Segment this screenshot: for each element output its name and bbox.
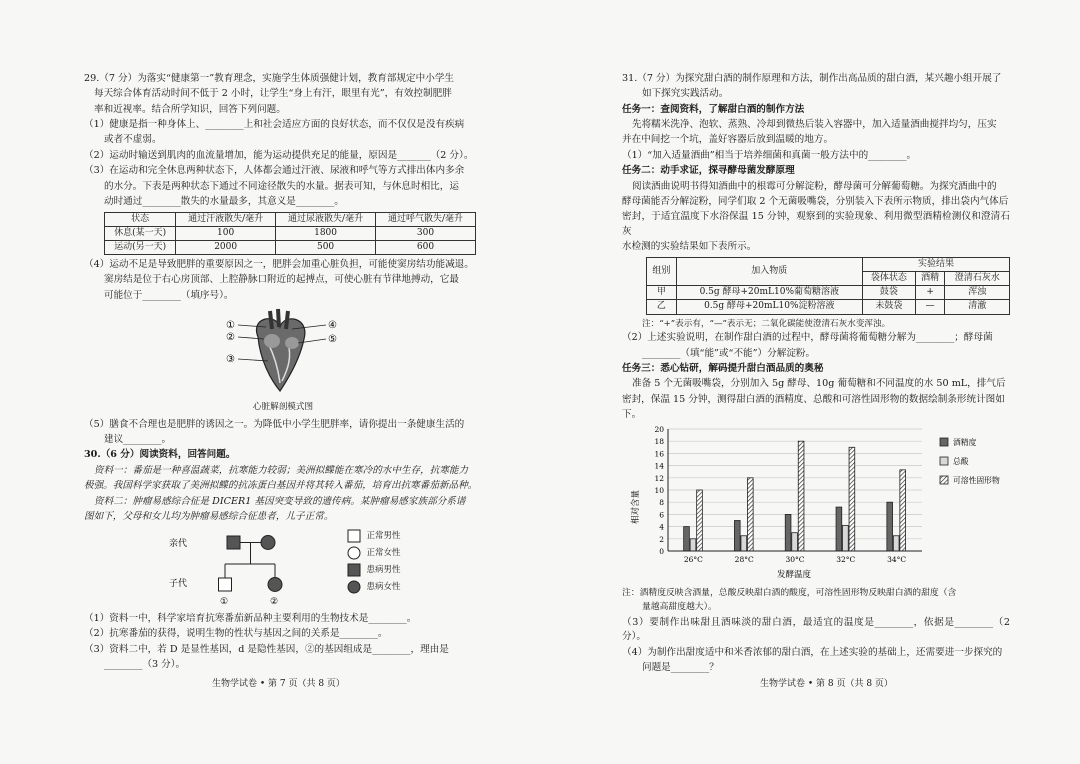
normal-female-icon <box>347 546 361 560</box>
q29-head: 29.（7 分）为落实“健康第一”教育理念，实施学生体质强健计划，教育部规定中小学生 <box>84 73 455 84</box>
q31-task1-title: 任务一：查阅资料，了解甜白酒的制作方法 <box>622 103 805 115</box>
y-tick-label: 6 <box>659 510 664 520</box>
table-row <box>647 300 1010 314</box>
q29-sub3: （3）在运动和完全休息两种状态下，人体都会通过汗液、尿液和呼气等方式排出体内多余 <box>84 165 465 177</box>
x-tick-label: 26°C <box>683 555 703 565</box>
table-header: 通过呼气散失/毫升 <box>376 212 476 226</box>
q29-sub5-line2: 建议________。 <box>104 434 172 446</box>
table-header: 实验结果 <box>862 258 1009 272</box>
q31-task2-text-line2: 酵母菌能否分解淀粉，同学们取 2 个无菌吸嘴袋，分别装入下表所示物质，排出袋内气体后 <box>622 195 1009 207</box>
fermentation-table <box>646 257 1010 314</box>
pedigree-gen1-label: 亲代 <box>169 538 188 549</box>
table-note: 注：“+”表示有，“—”表示无；二氧化碳能使澄清石灰水变浑浊。 <box>642 318 891 329</box>
q30-material2: 资料二：肿瘤易感综合征是 DICER1 基因突变导致的遗传病。某肿瘤易感家族部分系谱 <box>94 495 466 507</box>
table-row <box>105 240 476 254</box>
bar-酒精度 <box>887 503 893 552</box>
chart-y-label: 相对含量 <box>631 490 641 525</box>
legend-label: 可溶性固形物 <box>953 476 1000 486</box>
q29-sub1: （1）健康是指一种身体上、________上和社会适应方面的良好状态，而不仅仅是没有疾病 <box>84 119 465 131</box>
bar-酒精度 <box>684 527 690 551</box>
heart-label-1: ① <box>226 320 235 332</box>
heart-illustration <box>256 309 304 391</box>
q31-task2-title: 任务二：动手求证，探寻酵母菌发酵原理 <box>622 165 795 177</box>
x-tick-label: 34°C <box>887 555 907 565</box>
q31-task2-text-line3: 密封，于适宜温度下水浴保温 15 分钟，观察到的实验现象、利用微型酒精检测仪和澄清石灰 <box>622 211 1010 238</box>
q29-sub4-line2: 窦房结是位于右心房顶部、上腔静脉口附近的起搏点，可使心脏有节律地搏动，它最 <box>104 274 459 286</box>
q29-head-line3: 率和近视率。结合所学知识，回答下列问题。 <box>94 103 286 115</box>
table-cell: 浑浊 <box>945 286 1010 300</box>
table-cell: 休息(某一天) <box>105 226 176 240</box>
table-cell: 甲 <box>647 286 677 300</box>
q31-task2-text-line4: 水检测的实验结果如下表所示。 <box>622 241 757 253</box>
q30-material1: 资料一：番茄是一种喜温蔬菜，抗寒能力较弱；美洲拟鲽能在寒冷的水中生存，抗寒能力 <box>94 464 469 476</box>
q31-head: 31.（7 分）为探究甜白酒的制作原理和方法，制作出高品质的甜白酒，某兴趣小组开展了 <box>622 73 1002 84</box>
table-cell: + <box>915 286 945 300</box>
table-header: 通过汗液散失/毫升 <box>176 212 276 226</box>
table-cell: 0.5g 酵母+20mL10%淀粉溶液 <box>676 300 862 314</box>
bar-酒精度 <box>785 515 791 552</box>
q31-sub2-line2: ________（填“能”或“不能”）分解淀粉。 <box>642 347 816 359</box>
legend-label: 酒精度 <box>953 438 977 448</box>
y-tick-label: 20 <box>654 425 664 435</box>
affected-female-icon <box>347 580 361 594</box>
q30-sub3-line2: ________（3 分）。 <box>104 658 186 670</box>
pedigree-child2-label: ② <box>270 596 279 607</box>
table-cell: 600 <box>376 240 476 254</box>
bar-酒精度 <box>734 521 740 552</box>
q30-sub2: （2）抗寒番茄的获得，说明生物的性状与基因之间的关系是________。 <box>84 628 388 640</box>
heart-label-2: ② <box>226 332 235 344</box>
y-tick-label: 12 <box>654 474 664 484</box>
water-loss-table <box>104 212 476 255</box>
legend-item <box>347 562 400 579</box>
q31-sub4-line2: 问题是________？ <box>642 662 719 674</box>
heart-label-5: ⑤ <box>328 334 337 346</box>
table-cell: 运动(另一天) <box>105 240 176 254</box>
normal-male-symbol <box>219 578 232 591</box>
table-header: 澄清石灰水 <box>945 272 1010 286</box>
y-tick-label: 16 <box>654 449 664 459</box>
page-footer-right: 生物学试卷 • 第 8 页（共 8 页） <box>760 679 893 689</box>
table-header: 酒精 <box>915 272 945 286</box>
q29-sub2: （2）运动时输送到肌肉的血流量增加，能为运动提供充足的能量，原因是_______（2 分）。 <box>84 149 474 161</box>
bar-可溶性固形物 <box>900 470 906 551</box>
chart-legend <box>940 437 1000 485</box>
y-tick-label: 14 <box>654 462 664 472</box>
legend-swatch <box>940 476 948 484</box>
heart-diagram <box>218 307 348 397</box>
q29-sub4: （4）运动不足是导致肥胖的重要原因之一，肥胖会加重心脏负担，可能使窦房结功能减退。 <box>84 258 474 270</box>
q31-task1-text: 先将糯米洗净、泡软、蒸熟、冷却到微热后装入容器中，加入适量酒曲搅拌均匀，压实 <box>632 119 997 131</box>
table-cell: 清澈 <box>945 300 1010 314</box>
bar-总酸 <box>690 539 696 551</box>
q29-sub3-line2: 的水分。下表是两种状态下通过不同途径散失的水量。据表可知，与休息时相比，运 <box>104 180 459 192</box>
affected-female-symbol <box>261 535 275 549</box>
y-tick-label: 18 <box>654 437 664 447</box>
pedigree-legend <box>347 528 400 610</box>
bar-总酸 <box>792 533 798 551</box>
bar-可溶性固形物 <box>697 490 703 551</box>
legend-label: 患病女性 <box>366 581 401 592</box>
affected-male-symbol <box>227 536 240 549</box>
bar-酒精度 <box>836 508 842 552</box>
table-cell: 100 <box>176 226 276 240</box>
q31-task3-text: 准备 5 个无菌吸嘴袋，分别加入 5g 酵母、10g 葡萄糖和不同温度的水 50 mL，排气后 <box>632 378 1006 390</box>
x-tick-label: 28°C <box>734 555 754 565</box>
table-header: 组别 <box>647 258 677 286</box>
table-cell: 乙 <box>647 300 677 314</box>
page-footer-left: 生物学试卷 • 第 7 页（共 8 页） <box>212 679 345 689</box>
y-tick-label: 10 <box>654 486 664 496</box>
heart-label-4: ④ <box>328 320 337 332</box>
q31-task2-text: 阅读酒曲说明书得知酒曲中的根霉可分解淀粉，酵母菌可分解葡萄糖。为探究酒曲中的 <box>632 180 997 192</box>
bar-总酸 <box>741 536 747 551</box>
table-header-row <box>647 258 1010 272</box>
table-cell: 鼓袋 <box>862 286 915 300</box>
heart-caption: 心脏解剖模式图 <box>252 402 314 413</box>
legend-label: 患病男性 <box>366 564 401 575</box>
table-cell: 2000 <box>176 240 276 254</box>
table-header-row <box>105 212 476 226</box>
y-tick-label: 4 <box>659 523 664 533</box>
bar-总酸 <box>843 526 849 552</box>
legend-swatch <box>940 457 948 465</box>
x-tick-label: 30°C <box>785 555 805 565</box>
q31-task1-text-line2: 并在中间挖一个坑，盖好容器后放到温暖的地方。 <box>622 134 834 146</box>
table-header: 袋体状态 <box>862 272 915 286</box>
q31-task3-text-line2: 密封，保温 15 分钟，测得甜白酒的酒精度、总酸和可溶性固形物的数据绘制条形统计图如 <box>622 393 1005 405</box>
y-tick-label: 2 <box>659 535 664 545</box>
table-cell: 300 <box>376 226 476 240</box>
x-tick-label: 32°C <box>836 555 856 565</box>
left-page <box>84 72 482 673</box>
chart-note: 注：酒精度反映含酒量，总酸反映甜白酒的酸度，可溶性固形物反映甜白酒的甜度（含 <box>622 588 957 599</box>
q29-sub1-line2: 或者不虚弱。 <box>104 134 162 146</box>
pedigree-child1-label: ① <box>220 596 229 607</box>
legend-label: 正常女性 <box>366 547 401 558</box>
table-header: 加入物质 <box>676 258 862 286</box>
affected-male-icon <box>347 563 361 577</box>
normal-male-icon <box>347 529 361 543</box>
legend-item <box>347 528 400 545</box>
table-cell: 未鼓袋 <box>862 300 915 314</box>
q29-sub5: （5）膳食不合理也是肥胖的诱因之一。为降低中小学生肥胖率，请你提出一条健康生活的 <box>84 418 465 430</box>
bar-可溶性固形物 <box>798 442 804 552</box>
table-row <box>105 226 476 240</box>
q31-task3-text-line3: 下。 <box>622 409 642 421</box>
pedigree-chart <box>165 528 325 610</box>
q29-sub4-line3: 可能位于________（填序号）。 <box>104 289 234 301</box>
q31-sub1: （1）“加入适量酒曲”相当于培养细菌和真菌一般方法中的________。 <box>622 149 917 161</box>
table-cell: — <box>915 300 945 314</box>
table-row <box>647 286 1010 300</box>
legend-label: 总酸 <box>953 457 969 467</box>
q29-head-line2: 每天综合体育活动时间不低于 2 小时，让学生“身上有汗，眼里有光”，有效控制肥胖 <box>94 88 452 100</box>
q31-task3-title: 任务三：悉心钻研，解码提升甜白酒品质的奥秘 <box>622 363 824 375</box>
q30-sub3: （3）资料二中，若 D 是显性基因，d 是隐性基因，②的基因组成是________，理由是 <box>84 643 449 655</box>
chart-bars <box>684 442 906 552</box>
bar-总酸 <box>893 536 899 551</box>
legend-item <box>347 579 400 596</box>
q30-head: 30.（6 分）阅读资料，回答问题。 <box>84 449 236 461</box>
table-header: 通过尿液散失/毫升 <box>276 212 376 226</box>
heart-label-3: ③ <box>226 354 235 366</box>
bar-可溶性固形物 <box>849 448 855 552</box>
fermentation-bar-chart <box>622 423 1010 581</box>
q31-sub4: （4）为制作出甜度适中和米香浓郁的甜白酒，在上述实验的基础上，还需要进一步探究的 <box>622 646 1003 658</box>
legend-swatch <box>940 438 948 446</box>
table-cell: 0.5g 酵母+20mL10%葡萄糖溶液 <box>676 286 862 300</box>
table-header: 状态 <box>105 212 176 226</box>
table-cell: 1800 <box>276 226 376 240</box>
q29-sub3-line3: 动时通过________散失的水量最多，其意义是________。 <box>104 195 344 207</box>
q31-sub3: （3）要制作出味甜且酒味淡的甜白酒，最适宜的温度是________，依据是________（2 分）。 <box>622 616 1010 643</box>
y-tick-label: 8 <box>659 498 664 508</box>
q31-sub2: （2）上述实验说明，在制作甜白酒的过程中，酵母菌将葡萄糖分解为________；酵母菌 <box>622 332 993 344</box>
pedigree-gen2-label: 子代 <box>169 578 188 589</box>
right-page <box>622 72 1010 677</box>
q30-material1-line2: 极强。我国科学家获取了美洲拟鲽的抗冻蛋白基因并将其转入番茄，培育出抗寒番茄新品种。 <box>84 480 478 492</box>
bar-可溶性固形物 <box>747 478 753 551</box>
chart-x-label: 发酵温度 <box>776 570 812 581</box>
y-tick-label: 0 <box>659 547 664 557</box>
q30-material2-line2: 图如下，父母和女儿均为肿瘤易感综合征患者，儿子正常。 <box>84 510 334 522</box>
pedigree-area <box>84 528 482 610</box>
table-cell: 500 <box>276 240 376 254</box>
legend-label: 正常男性 <box>366 530 401 541</box>
q31-head-line2: 如下探究实践活动。 <box>642 88 729 100</box>
chart-note-line2: 量越高甜度越大）。 <box>642 602 717 613</box>
legend-item <box>347 545 400 562</box>
q30-sub1: （1）资料一中，科学家培育抗寒番茄新品种主要利用的生物技术是________。 <box>84 612 417 624</box>
affected-female-symbol <box>268 577 282 591</box>
